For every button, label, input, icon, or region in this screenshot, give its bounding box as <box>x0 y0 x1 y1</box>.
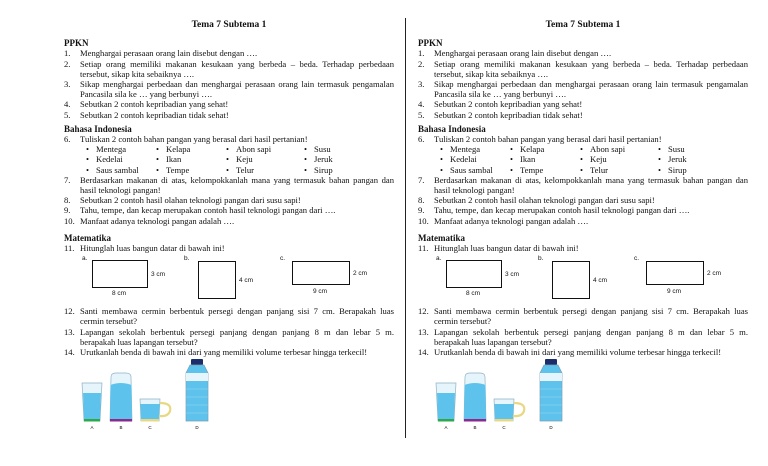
section-heading-matematika: Matematika <box>418 232 465 243</box>
bottle-icon <box>540 359 562 421</box>
ppkn-questions <box>64 48 394 119</box>
container-label-c: C <box>502 425 506 431</box>
rectangle-shape <box>646 261 704 285</box>
food-item: • Susu <box>658 144 718 154</box>
food-item: • Tempe <box>156 165 226 175</box>
mug-icon <box>140 399 170 422</box>
food-item: • Ikan <box>156 154 226 164</box>
worksheet-left <box>64 20 394 431</box>
dimension-side: 4 cm <box>239 277 254 285</box>
question-item: 3. Sikap menghargai perbedaan dan menghargai perasaan orang lain termasuk pengamalan Pancasila sila ke … yang berbunyi …. <box>418 79 748 100</box>
container-illustration <box>80 359 394 431</box>
question-item: 11. Hitunglah luas bangun datar di bawah ini! <box>418 243 579 254</box>
question-item: 7. Berdasarkan makanan di atas, kelompokkanlah mana yang termasuk bahan pangan dan hasil teknologi pangan! <box>418 174 748 196</box>
dimension-bottom: 8 cm <box>466 290 481 298</box>
square-shape <box>552 261 590 299</box>
question-item: 9. Tahu, tempe, dan kecap merupakan contoh hasil teknologi pangan dari …. <box>64 205 336 216</box>
rectangle-shape <box>92 260 148 288</box>
glass-icon <box>436 383 456 422</box>
dimension-side: 2 cm <box>707 270 722 278</box>
worksheet-title: Tema 7 Subtema 1 <box>545 20 621 30</box>
dimension-side: 4 cm <box>593 277 608 285</box>
question-item: 10. Manfaat adanya teknologi pangan adalah …. <box>418 215 589 226</box>
container-label-a: A <box>90 425 94 431</box>
food-item: • Sirup <box>304 165 364 175</box>
jar-icon <box>464 373 486 422</box>
shape-label: a. <box>436 255 442 263</box>
food-item: • Mentega <box>86 144 156 154</box>
bottle-icon <box>186 359 208 421</box>
dimension-side: 3 cm <box>505 271 520 279</box>
shape-figures <box>64 254 394 306</box>
container-label-c: C <box>148 425 152 431</box>
containers-svg <box>80 359 230 431</box>
food-item: • Ikan <box>510 154 580 164</box>
shape-label: b. <box>538 255 544 263</box>
food-list <box>64 144 394 175</box>
shape-label: c. <box>280 255 286 263</box>
section-heading-ppkn: PPKN <box>418 38 443 49</box>
question-item: 8. Sebutkan 2 contoh hasil olahan teknologi pangan dari susu sapi! <box>64 195 301 206</box>
shape-figures <box>418 254 748 306</box>
container-label-a: A <box>444 425 448 431</box>
rectangle-shape <box>292 261 350 285</box>
food-item: • Kelapa <box>510 144 580 154</box>
container-label-d: D <box>195 425 199 431</box>
containers-svg <box>434 359 584 431</box>
food-item: • Tempe <box>510 165 580 175</box>
question-item: 6. Tuliskan 2 contoh bahan pangan yang berasal dari hasil pertanian! <box>418 134 662 145</box>
question-item: 4. Sebutkan 2 contoh kepribadian yang sehat! <box>418 99 583 110</box>
question-item: 14. Urutkanlah benda di bawah ini dari yang memiliki volume terbesar hingga terkecil! <box>64 347 368 358</box>
food-item: • Jeruk <box>304 154 364 164</box>
container-label-b: B <box>473 425 477 431</box>
question-item: 10. Manfaat adanya teknologi pangan adalah …. <box>64 215 235 226</box>
question-item: 3. Sikap menghargai perbedaan dan menghargai perasaan orang lain termasuk pengamalan Pancasila sila ke … yang berbunyi …. <box>64 79 394 100</box>
mug-icon <box>494 399 524 422</box>
question-item: 2. Setiap orang memiliki makanan kesukaan yang berbeda – beda. Terhadap perbedaan tersebut, sikap kita sebaiknya …. <box>418 58 748 79</box>
food-item: • Abon sapi <box>580 144 658 154</box>
rectangle-shape <box>446 260 502 288</box>
question-item: 5. Sebutkan 2 contoh kepribadian tidak sehat! <box>64 109 229 120</box>
food-item: • Telur <box>226 165 304 175</box>
dimension-bottom: 8 cm <box>112 290 127 298</box>
food-item: • Kedelai <box>86 154 156 164</box>
question-item: 12. Santi membawa cermin berbentuk persegi dengan panjang sisi 7 cm. Berapakah luas cermin tersebut? <box>418 306 748 327</box>
question-item: 13. Lapangan sekolah berbentuk persegi panjang dengan panjang 8 m dan lebar 5 m. berapakah luas lapangan tersebut? <box>418 326 748 347</box>
question-item: 2. Setiap orang memiliki makanan kesukaan yang berbeda – beda. Terhadap perbedaan tersebut, sikap kita sebaiknya …. <box>64 58 394 79</box>
question-item: 11. Hitunglah luas bangun datar di bawah ini! <box>64 243 225 254</box>
question-item: 8. Sebutkan 2 contoh hasil olahan teknologi pangan dari susu sapi! <box>418 195 655 206</box>
food-item: • Sirup <box>658 165 718 175</box>
glass-icon <box>82 383 102 422</box>
question-item: 12. Santi membawa cermin berbentuk persegi dengan panjang sisi 7 cm. Berapakah luas cermin tersebut? <box>64 306 394 327</box>
question-item: 5. Sebutkan 2 contoh kepribadian tidak sehat! <box>418 109 583 120</box>
question-item: 4. Sebutkan 2 contoh kepribadian yang sehat! <box>64 99 229 110</box>
food-item: • Kedelai <box>440 154 510 164</box>
food-list <box>418 144 748 175</box>
shape-label: b. <box>184 255 190 263</box>
question-item: 1. Menghargai perasaan orang lain disebut dengan …. <box>64 48 258 59</box>
square-shape <box>198 261 236 299</box>
dimension-bottom: 9 cm <box>667 288 682 296</box>
page-divider <box>405 18 406 438</box>
question-item: 9. Tahu, tempe, dan kecap merupakan contoh hasil teknologi pangan dari …. <box>418 205 690 216</box>
food-item: • Abon sapi <box>226 144 304 154</box>
section-heading-bahasa: Bahasa Indonesia <box>418 123 486 134</box>
food-item: • Saus sambal <box>86 165 156 175</box>
section-heading-bahasa: Bahasa Indonesia <box>64 123 132 134</box>
question-item: 6. Tuliskan 2 contoh bahan pangan yang berasal dari hasil pertanian! <box>64 134 308 145</box>
worksheet-title: Tema 7 Subtema 1 <box>191 20 267 30</box>
section-heading-matematika: Matematika <box>64 232 111 243</box>
ppkn-questions <box>418 48 748 119</box>
food-item: • Keju <box>226 154 304 164</box>
dimension-side: 3 cm <box>151 271 166 279</box>
worksheet-right <box>418 20 748 431</box>
food-item: • Mentega <box>440 144 510 154</box>
question-item: 14. Urutkanlah benda di bawah ini dari yang memiliki volume terbesar hingga terkecil! <box>418 347 722 358</box>
food-item: • Saus sambal <box>440 165 510 175</box>
dimension-bottom: 9 cm <box>313 288 328 296</box>
container-illustration <box>434 359 748 431</box>
question-item: 7. Berdasarkan makanan di atas, kelompokkanlah mana yang termasuk bahan pangan dan hasil teknologi pangan! <box>64 174 394 196</box>
food-item: • Kelapa <box>156 144 226 154</box>
question-item: 1. Menghargai perasaan orang lain disebut dengan …. <box>418 48 612 59</box>
shape-label: c. <box>634 255 640 263</box>
food-item: • Jeruk <box>658 154 718 164</box>
food-item: • Keju <box>580 154 658 164</box>
shape-label: a. <box>82 255 88 263</box>
food-item: • Telur <box>580 165 658 175</box>
container-label-d: D <box>549 425 553 431</box>
food-item: • Susu <box>304 144 364 154</box>
container-label-b: B <box>119 425 123 431</box>
dimension-side: 2 cm <box>353 270 368 278</box>
jar-icon <box>110 373 132 422</box>
section-heading-ppkn: PPKN <box>64 38 89 49</box>
question-item: 13. Lapangan sekolah berbentuk persegi panjang dengan panjang 8 m dan lebar 5 m. berapakah luas lapangan tersebut? <box>64 326 394 347</box>
